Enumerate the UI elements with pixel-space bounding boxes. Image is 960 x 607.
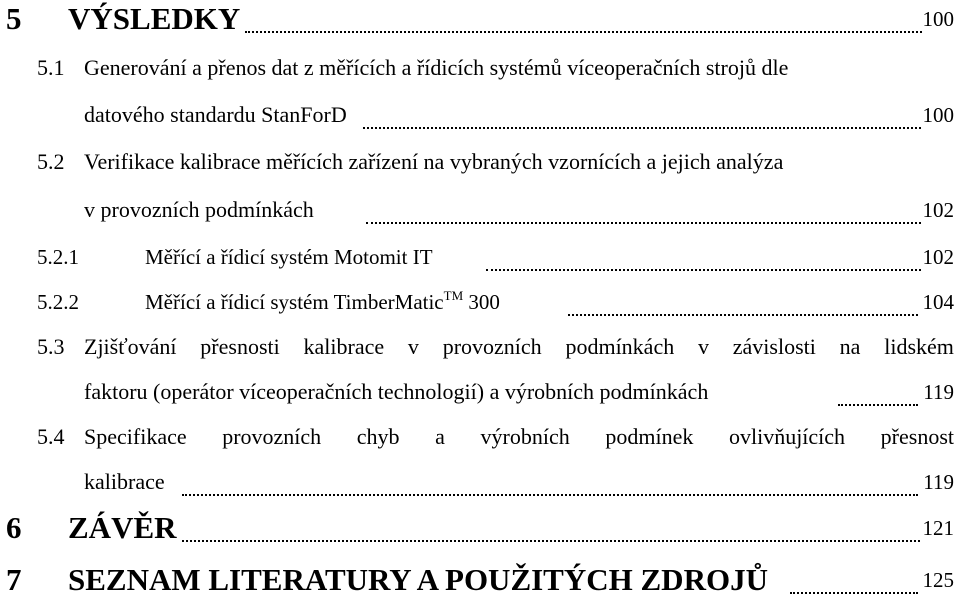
toc-entry-5-3-cont <box>0 373 960 419</box>
toc-page: 119 <box>923 470 954 494</box>
toc-number: 5.3 <box>37 334 65 359</box>
toc-word: podmínek <box>605 424 694 449</box>
toc-page: 104 <box>922 290 954 314</box>
toc-entry-5-1[interactable] <box>0 49 960 95</box>
toc-word: závislosti <box>732 334 816 359</box>
toc-leader <box>838 402 918 406</box>
toc-word: v <box>407 334 419 359</box>
toc-title <box>84 328 954 366</box>
toc-leader <box>366 220 921 224</box>
toc-title <box>145 283 500 321</box>
toc-number: 6 <box>6 510 22 545</box>
toc-entry-5-2-cont <box>0 191 960 237</box>
trademark-mark: TM <box>443 288 464 303</box>
toc-word: a <box>435 424 445 449</box>
toc-word: přesnosti <box>200 334 280 359</box>
toc-title: SEZNAM LITERATURY A POUŽITÝCH ZDROJŮ <box>68 562 768 597</box>
toc-entry-5-2-2[interactable] <box>0 283 960 329</box>
toc-number: 7 <box>6 562 22 597</box>
toc-entry-5-2-1[interactable] <box>0 238 960 284</box>
toc-leader <box>790 590 918 594</box>
toc-title: VÝSLEDKY <box>68 1 241 36</box>
toc-word: provozních <box>442 334 542 359</box>
toc-title: Generování a přenos dat z měřících a řídicích systémů víceoperačních strojů dle <box>84 55 789 80</box>
toc-word: na <box>839 334 861 359</box>
toc-leader <box>182 492 918 496</box>
toc-entry-5-3[interactable] <box>0 328 960 374</box>
toc-leader <box>568 312 918 316</box>
toc-title: kalibrace <box>84 469 165 494</box>
toc-entry-5-1-cont <box>0 96 960 142</box>
toc-title: Verifikace kalibrace měřících zařízení na vybraných vzornících a jejich analýza <box>84 149 784 174</box>
toc-number: 5 <box>6 1 22 36</box>
toc-title-text: 300 <box>463 290 500 314</box>
toc-leader <box>245 29 922 33</box>
toc-word: Specifikace <box>84 424 187 449</box>
toc-title <box>84 418 954 456</box>
toc-word: chyb <box>356 424 400 449</box>
toc-page: 121 <box>922 516 954 540</box>
toc-title: v provozních podmínkách <box>84 197 314 222</box>
toc-title: ZÁVĚR <box>68 510 177 545</box>
toc-page: 100 <box>922 7 954 31</box>
toc-entry-7[interactable] <box>0 561 960 607</box>
toc-title-text: Měřící a řídicí systém TimberMatic <box>145 290 444 314</box>
toc-word: provozních <box>222 424 322 449</box>
toc-title: Měřící a řídicí systém Motomit IT <box>145 245 433 269</box>
toc-word: kalibrace <box>303 334 385 359</box>
toc-word: podmínkách <box>565 334 675 359</box>
toc-number: 5.2 <box>37 149 65 174</box>
toc-number: 5.4 <box>37 424 65 449</box>
toc-page: 119 <box>923 380 954 404</box>
toc-entry-5-2[interactable] <box>0 143 960 189</box>
toc-page: 125 <box>922 568 954 592</box>
toc-word: ovlivňujících <box>728 424 846 449</box>
toc-word: Zjišťování <box>84 334 177 359</box>
toc-word: lidském <box>884 334 954 359</box>
toc-number: 5.1 <box>37 55 65 80</box>
toc-title: datového standardu StanForD <box>84 102 347 127</box>
toc-number: 5.2.2 <box>37 290 79 314</box>
toc-page: 102 <box>922 245 954 269</box>
toc-entry-6[interactable] <box>0 509 960 555</box>
toc-entry-5-4[interactable] <box>0 418 960 464</box>
toc-entry-5[interactable] <box>0 0 960 46</box>
toc-title: faktoru (operátor víceoperačních technologií) a výrobních podmínkách <box>84 379 709 404</box>
toc-leader <box>363 125 921 129</box>
toc-page: 102 <box>922 198 954 222</box>
toc-leader <box>182 538 920 542</box>
toc-page: 100 <box>922 103 954 127</box>
toc-entry-5-4-cont <box>0 463 960 509</box>
toc-leader <box>486 267 921 271</box>
toc-word: v <box>698 334 709 359</box>
toc-word: přesnost <box>880 424 954 449</box>
toc-number: 5.2.1 <box>37 245 79 269</box>
toc-word: výrobních <box>480 424 570 449</box>
